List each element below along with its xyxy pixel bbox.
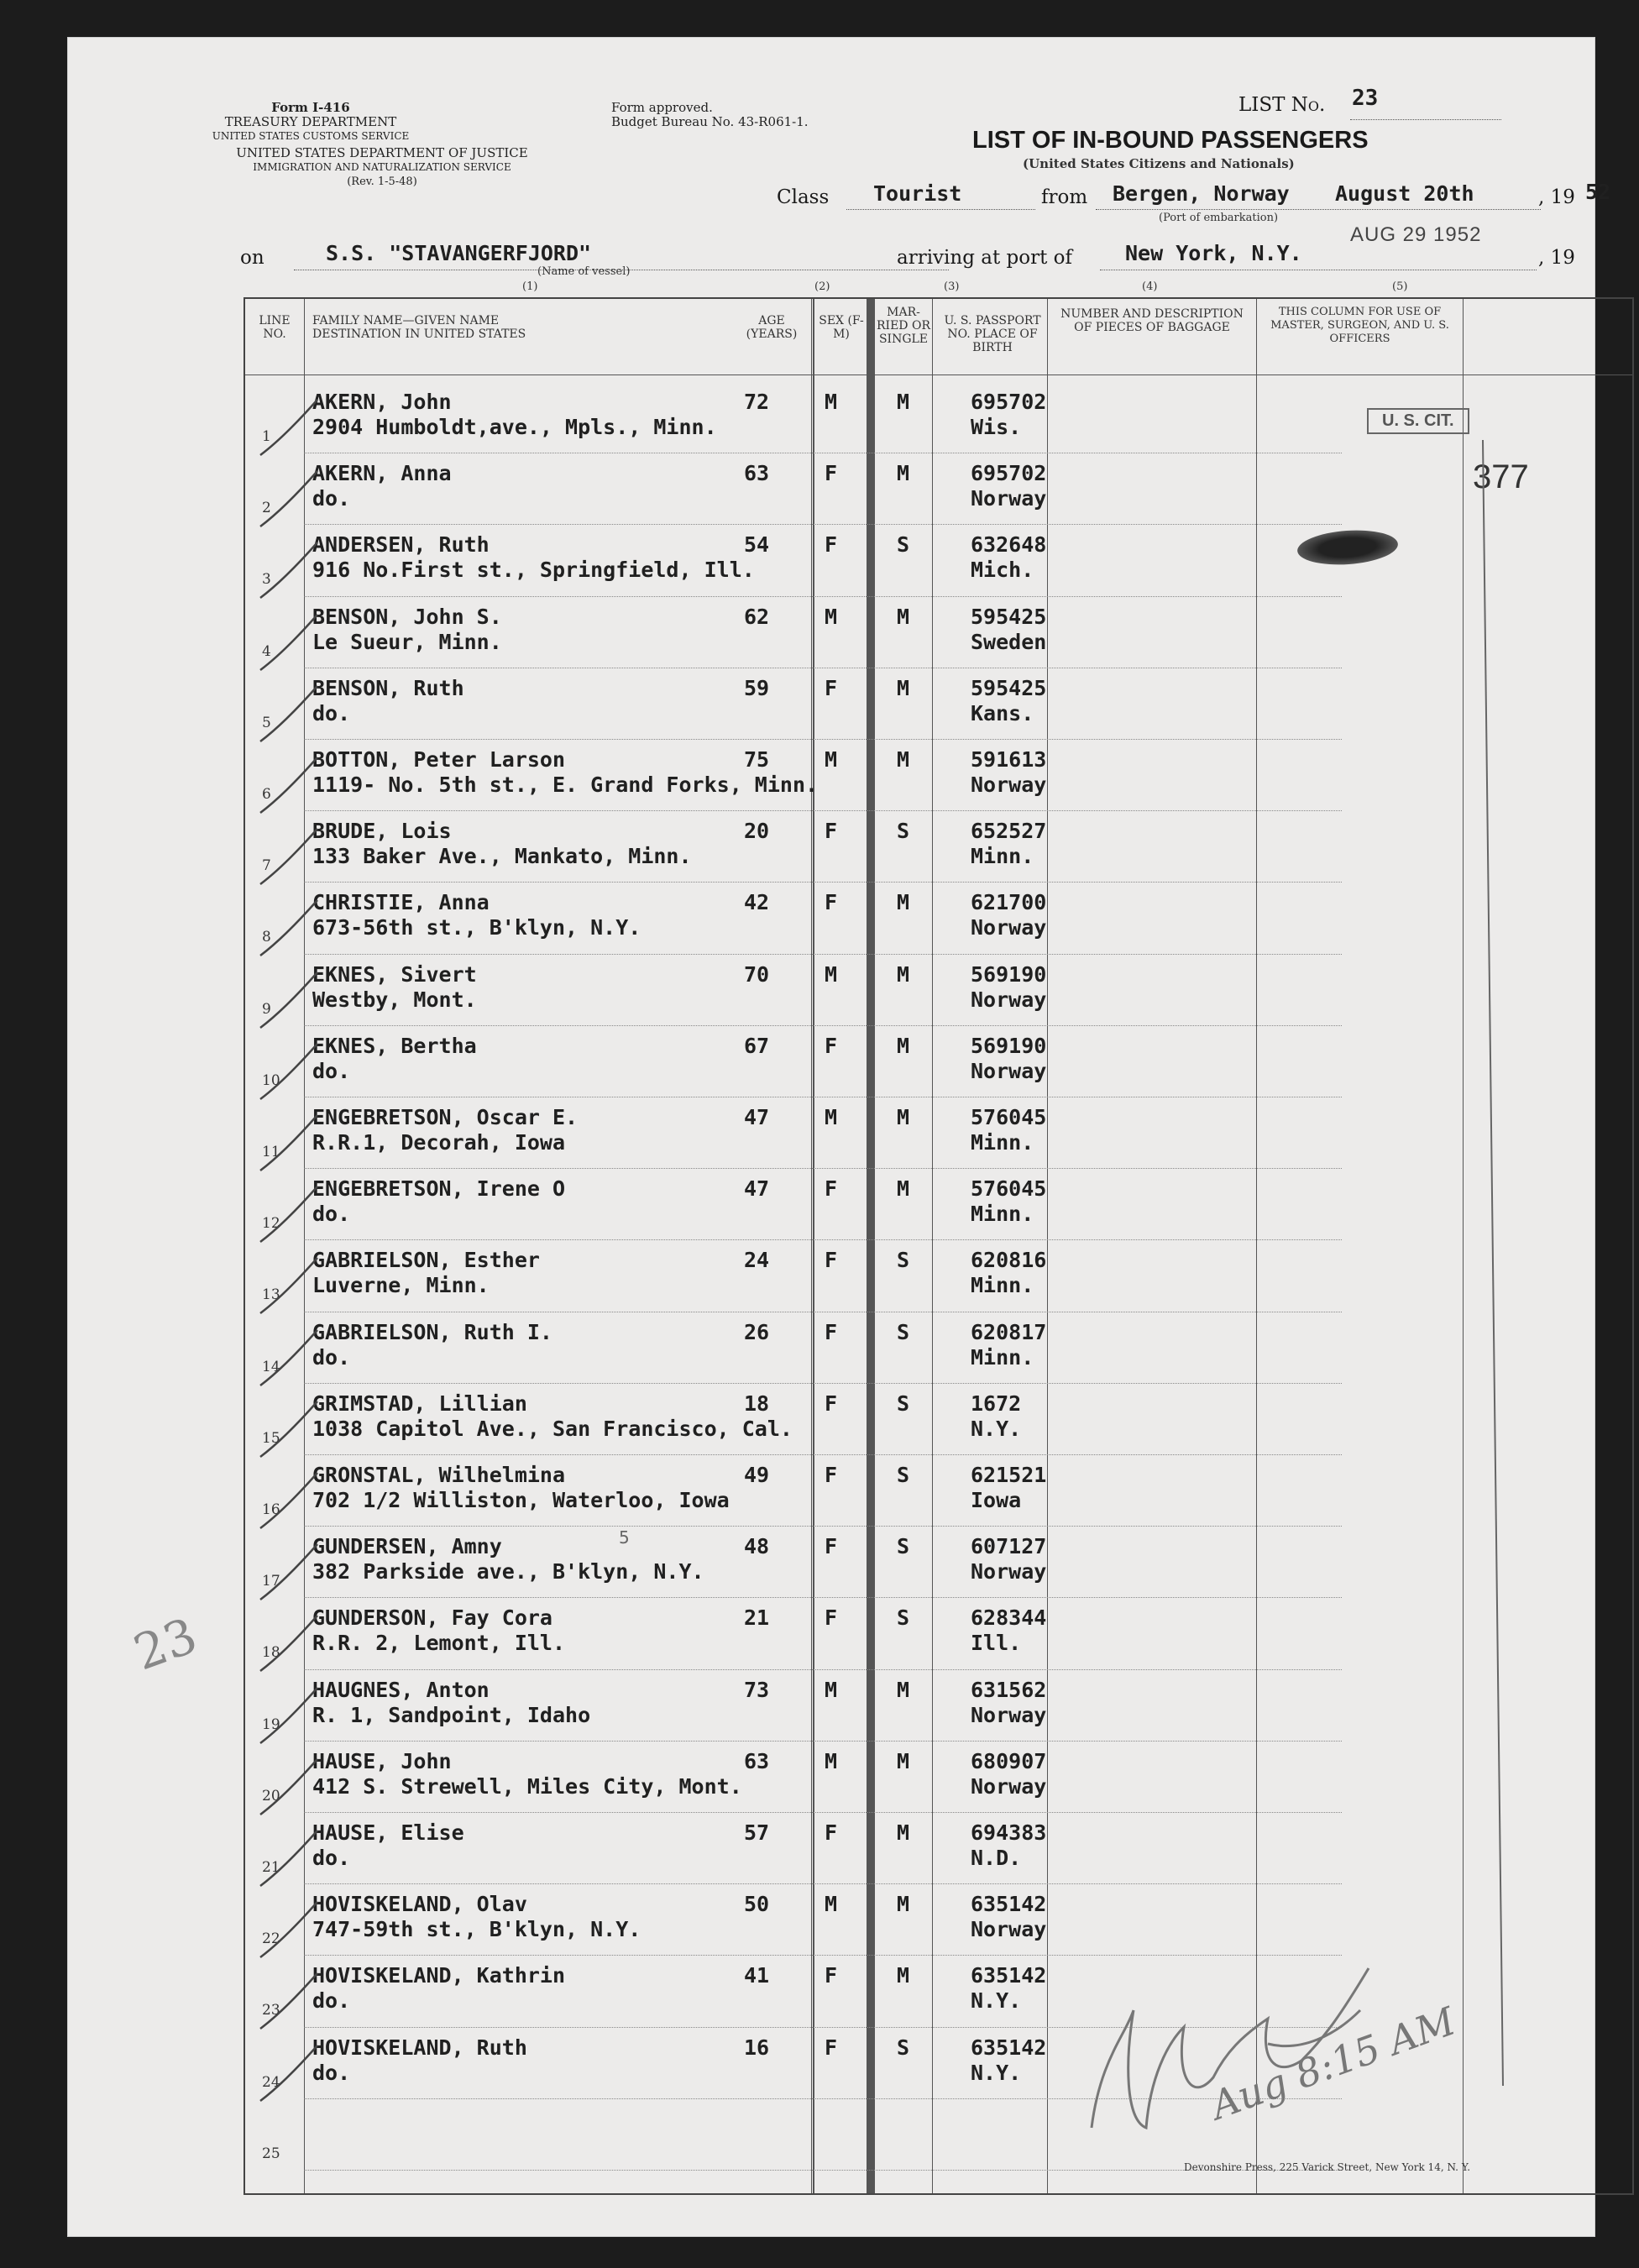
passenger-name: HOVISKELAND, Olav — [312, 1892, 527, 1917]
table-row — [245, 1529, 1636, 1600]
passport-number: 635142 — [971, 1892, 1047, 1917]
passport-number: 591613 — [971, 747, 1047, 772]
marital-status: M — [897, 961, 910, 987]
line-number: 3 — [262, 571, 271, 589]
passport-number: 631562 — [971, 1677, 1047, 1702]
line-number: 17 — [262, 1573, 280, 1590]
place-of-birth: Norway — [971, 1559, 1047, 1584]
passenger-age: 20 — [744, 819, 770, 844]
place-of-birth: Norway — [971, 915, 1047, 940]
vessel-caption: (Name of vessel) — [537, 265, 631, 278]
col-baggage: NUMBER AND DESCRIPTION OF PIECES OF BAGGAGE — [1060, 307, 1244, 334]
passenger-name: GRIMSTAD, Lillian — [312, 1391, 527, 1416]
table-row — [245, 1744, 1636, 1815]
place-of-birth: N.Y. — [971, 1416, 1022, 1441]
vessel-name: S.S. "STAVANGERFJORD" — [326, 241, 592, 265]
passenger-destination: do. — [312, 2060, 351, 2085]
passport-number: 620816 — [971, 1248, 1047, 1273]
page-title: LIST OF IN-BOUND PASSENGERS — [972, 127, 1369, 154]
list-no: 23 — [1352, 86, 1379, 111]
page-subtitle: (United States Citizens and Nationals) — [1023, 156, 1295, 171]
table-row — [245, 1600, 1636, 1672]
marital-status: M — [897, 1892, 910, 1917]
passenger-name: HOVISKELAND, Ruth — [312, 2035, 527, 2060]
passenger-destination: Luverne, Minn. — [312, 1273, 490, 1298]
budget-bureau: Budget Bureau No. 43-R061-1. — [611, 114, 809, 129]
table-row — [245, 1673, 1636, 1744]
place-of-birth: Mich. — [971, 558, 1034, 583]
passenger-sex: F — [825, 819, 838, 844]
printer-imprint: Devonshire Press, 225 Varick Street, New York 14, N. Y. — [1184, 2161, 1471, 2173]
marital-status: S — [897, 1319, 910, 1344]
passenger-sex: M — [825, 1748, 838, 1773]
port-of-embarkation: Bergen, Norway — [1113, 181, 1290, 206]
col3-caption: (3) — [944, 280, 960, 293]
passport-number: 607127 — [971, 1534, 1047, 1559]
passenger-destination: R.R.1, Decorah, Iowa — [312, 1130, 566, 1155]
line-number: 12 — [262, 1215, 280, 1233]
passenger-name: AKERN, Anna — [312, 461, 452, 486]
table-row — [245, 885, 1636, 956]
check-mark-icon — [252, 2042, 327, 2109]
place-of-birth: N.D. — [971, 1846, 1022, 1870]
passenger-destination: 702 1/2 Williston, Waterloo, Iowa — [312, 1488, 730, 1512]
manifest-page — [67, 37, 1611, 2237]
passenger-destination: do. — [312, 700, 351, 725]
passenger-age: 73 — [744, 1677, 770, 1702]
line-number: 11 — [262, 1144, 280, 1160]
passport-number: 621700 — [971, 890, 1047, 915]
passenger-sex: F — [825, 1319, 838, 1344]
passenger-age: 18 — [744, 1391, 770, 1416]
table-row — [245, 1100, 1636, 1171]
list-no-label: LIST No. — [1238, 94, 1326, 116]
place-of-birth: Norway — [971, 987, 1047, 1012]
place-of-birth: Norway — [971, 1773, 1047, 1799]
table-row — [245, 957, 1636, 1029]
justice-block — [231, 146, 533, 189]
place-of-birth: Ill. — [971, 1631, 1022, 1656]
line-number: 2 — [262, 500, 271, 517]
table-row — [245, 1243, 1636, 1314]
place-of-birth: N.Y. — [971, 2060, 1022, 2085]
line-number: 20 — [262, 1787, 280, 1804]
passenger-destination: do. — [312, 1988, 351, 2014]
passport-number: 695702 — [971, 390, 1047, 414]
class-value: Tourist — [873, 181, 962, 206]
check-mark-icon — [252, 1469, 327, 1537]
passenger-age: 63 — [744, 461, 770, 486]
marital-status: M — [897, 461, 910, 486]
form-number: Form I-416 — [271, 100, 350, 115]
arrival-port: New York, N.Y. — [1125, 241, 1302, 265]
place-of-birth: Sweden — [971, 629, 1047, 654]
marital-status: S — [897, 1534, 910, 1559]
passenger-sex: F — [825, 1534, 838, 1559]
col1-caption: (1) — [522, 280, 538, 293]
passport-number: 628344 — [971, 1605, 1047, 1631]
passenger-sex: F — [825, 1605, 838, 1631]
col-passport-birth: U. S. PASSPORT NO. PLACE OF BIRTH — [944, 314, 1041, 354]
marital-status: M — [897, 1677, 910, 1702]
passport-number: 680907 — [971, 1748, 1047, 1773]
place-of-birth: Kans. — [971, 700, 1034, 725]
marital-status: S — [897, 1248, 910, 1273]
line-number: 7 — [262, 857, 271, 875]
marital-status: M — [897, 390, 910, 414]
line-number: 22 — [262, 1930, 280, 1948]
line-number: 14 — [262, 1358, 280, 1375]
port-embark-caption: (Port of embarkation) — [1159, 212, 1279, 224]
passport-number: 632648 — [971, 532, 1047, 558]
col2-caption: (2) — [814, 280, 830, 293]
arrival-date-stamp: AUG 29 1952 — [1350, 223, 1482, 246]
passenger-name: GABRIELSON, Esther — [312, 1248, 540, 1273]
line-number: 19 — [262, 1715, 280, 1733]
passenger-sex: F — [825, 890, 838, 915]
passenger-age: 75 — [744, 747, 770, 772]
passenger-destination: do. — [312, 486, 351, 511]
passenger-destination: 747-59th st., B'klyn, N.Y. — [312, 1917, 641, 1942]
passenger-sex: M — [825, 1105, 838, 1129]
marital-status: M — [897, 1748, 910, 1773]
table-row — [245, 1458, 1636, 1529]
line-number: 9 — [262, 1000, 271, 1018]
passport-number: 595425 — [971, 604, 1047, 629]
line-number: 8 — [262, 929, 271, 946]
passenger-age: 70 — [744, 961, 770, 987]
check-mark-icon — [252, 1756, 327, 1823]
passport-number: 652527 — [971, 819, 1047, 844]
treasury-dept: TREASURY DEPARTMENT — [224, 114, 397, 129]
from-label: from — [1041, 186, 1088, 208]
check-mark-icon — [252, 825, 327, 893]
arrival-year-suffix: , 19 — [1538, 247, 1575, 269]
check-mark-icon — [252, 969, 327, 1036]
marital-status: S — [897, 1605, 910, 1631]
passenger-destination: 2904 Humboldt,ave., Mpls., Minn. — [312, 415, 717, 439]
passenger-age: 50 — [744, 1892, 770, 1917]
passport-number: 635142 — [971, 1963, 1047, 1988]
passenger-destination: R. 1, Sandpoint, Idaho — [312, 1702, 591, 1727]
arriving-label: arriving at port of — [897, 247, 1072, 269]
passport-number: 576045 — [971, 1176, 1047, 1202]
check-mark-icon — [252, 754, 327, 821]
signature-time: Aug 8:15 AM — [1205, 1998, 1462, 2129]
passenger-destination: 133 Baker Ave., Mankato, Minn. — [312, 844, 692, 869]
col-married: MAR- RIED OR SINGLE — [877, 306, 930, 346]
line-number: 18 — [262, 1644, 280, 1662]
place-of-birth: N.Y. — [971, 1988, 1022, 2014]
marital-status: M — [897, 890, 910, 915]
marital-status: S — [897, 819, 910, 844]
passenger-name: BENSON, John S. — [312, 604, 502, 629]
place-of-birth: Norway — [971, 1702, 1047, 1727]
line-number: 4 — [262, 642, 271, 660]
passenger-sex: F — [825, 1248, 838, 1273]
passenger-sex: M — [825, 747, 838, 772]
line-number: 25 — [262, 2145, 280, 2162]
line-number: 16 — [262, 1501, 280, 1518]
check-mark-icon — [252, 396, 327, 464]
table-row — [245, 600, 1636, 671]
check-mark-icon — [252, 539, 327, 606]
passenger-sex: M — [825, 1892, 838, 1917]
passenger-name: EKNES, Bertha — [312, 1033, 477, 1058]
passenger-name: GABRIELSON, Ruth I. — [312, 1319, 552, 1344]
check-mark-icon — [252, 1040, 327, 1108]
col5-caption: (5) — [1392, 280, 1408, 293]
passenger-name: ANDERSEN, Ruth — [312, 532, 490, 558]
passenger-age: 47 — [744, 1105, 770, 1129]
passenger-age: 54 — [744, 532, 770, 558]
margin-number: 23 — [126, 1606, 205, 1682]
passenger-age: 42 — [744, 890, 770, 915]
line-number: 5 — [262, 714, 271, 731]
form-approved: Form approved. — [611, 100, 713, 115]
check-mark-icon — [252, 1112, 327, 1179]
passenger-sex: F — [825, 1391, 838, 1416]
table-row — [245, 1315, 1636, 1386]
check-mark-icon — [252, 1827, 327, 1894]
passenger-sex: F — [825, 1176, 838, 1202]
passport-number: 569190 — [971, 961, 1047, 987]
passenger-destination: 1119- No. 5th st., E. Grand Forks, Minn. — [312, 773, 819, 797]
us-citizen-stamp — [1367, 408, 1469, 434]
place-of-birth: Norway — [971, 1917, 1047, 1942]
passport-number: 1672 — [971, 1391, 1022, 1416]
col-name-destination: FAMILY NAME—GIVEN NAME DESTINATION IN UNITED STATES — [312, 314, 526, 341]
passenger-destination: 382 Parkside ave., B'klyn, N.Y. — [312, 1559, 704, 1584]
check-mark-icon — [252, 611, 327, 678]
table-row — [245, 1029, 1636, 1100]
passenger-name: GRONSTAL, Wilhelmina — [312, 1463, 566, 1487]
marital-status: M — [897, 675, 910, 700]
ins-service: IMMIGRATION AND NATURALIZATION SERVICE — [253, 161, 511, 173]
passenger-age: 26 — [744, 1319, 770, 1344]
table-row — [245, 527, 1636, 599]
passport-number: 694383 — [971, 1820, 1047, 1845]
marital-status: M — [897, 747, 910, 772]
revision: (Rev. 1-5-48) — [347, 175, 417, 188]
approval-block — [611, 101, 863, 129]
passenger-age: 49 — [744, 1463, 770, 1487]
place-of-birth: Minn. — [971, 1344, 1034, 1370]
passenger-age: 21 — [744, 1605, 770, 1631]
passenger-destination: do. — [312, 1344, 351, 1370]
place-of-birth: Iowa — [971, 1488, 1022, 1512]
check-mark-icon — [252, 1327, 327, 1394]
passenger-name: EKNES, Sivert — [312, 961, 477, 987]
passenger-name: HAUGNES, Anton — [312, 1677, 490, 1702]
passenger-name: BRUDE, Lois — [312, 819, 452, 844]
on-label: on — [240, 247, 264, 269]
passenger-name: CHRISTIE, Anna — [312, 890, 490, 915]
line-number: 6 — [262, 786, 271, 803]
marital-status: S — [897, 1391, 910, 1416]
passport-number: 595425 — [971, 675, 1047, 700]
passenger-sex: M — [825, 604, 838, 629]
justice-dept: UNITED STATES DEPARTMENT OF JUSTICE — [236, 145, 528, 160]
marital-status: S — [897, 532, 910, 558]
passenger-destination: 673-56th st., B'klyn, N.Y. — [312, 915, 641, 940]
passenger-sex: F — [825, 1963, 838, 1988]
departure-date: August 20th — [1335, 181, 1474, 206]
marital-status: M — [897, 1033, 910, 1058]
pencil-line — [1478, 440, 1528, 2086]
passport-number: 576045 — [971, 1105, 1047, 1129]
passenger-destination: 916 No.First st., Springfield, Ill. — [312, 558, 755, 583]
passenger-age: 72 — [744, 390, 770, 414]
passenger-name: ENGEBRETSON, Irene O — [312, 1176, 566, 1202]
passenger-age: 59 — [744, 675, 770, 700]
marital-status: S — [897, 1463, 910, 1487]
col-officers: THIS COLUMN FOR USE OF MASTER, SURGEON, AND U. S. OFFICERS — [1270, 306, 1449, 345]
check-mark-icon — [252, 1612, 327, 1679]
place-of-birth: Minn. — [971, 1202, 1034, 1227]
form-block — [160, 101, 462, 144]
passenger-name: GUNDERSEN, Amny — [312, 1534, 502, 1559]
passport-number: 569190 — [971, 1033, 1047, 1058]
year-prefix: , 19 — [1538, 186, 1575, 208]
departure-year: 52 — [1585, 180, 1611, 204]
line-number: 24 — [262, 2073, 280, 2091]
passenger-sex: F — [825, 675, 838, 700]
place-of-birth: Minn. — [971, 1273, 1034, 1298]
place-of-birth: Minn. — [971, 1130, 1034, 1155]
passenger-age: 41 — [744, 1963, 770, 1988]
check-mark-icon — [252, 1899, 327, 1966]
passenger-sex: F — [825, 2035, 838, 2060]
passenger-age: 16 — [744, 2035, 770, 2060]
passenger-name: ENGEBRETSON, Oscar E. — [312, 1105, 579, 1129]
table-row — [245, 742, 1636, 814]
passenger-name: BENSON, Ruth — [312, 675, 464, 700]
passenger-age: 62 — [744, 604, 770, 629]
passenger-sex: F — [825, 461, 838, 486]
passenger-age: 63 — [744, 1748, 770, 1773]
place-of-birth: Norway — [971, 486, 1047, 511]
passenger-destination: Le Sueur, Minn. — [312, 629, 502, 654]
passenger-sex: F — [825, 1820, 838, 1845]
line-number: 23 — [262, 2002, 280, 2019]
passenger-destination: Westby, Mont. — [312, 987, 477, 1012]
place-of-birth: Norway — [971, 1058, 1047, 1083]
table-row — [245, 1815, 1636, 1887]
line-number: 10 — [262, 1071, 280, 1089]
col4-caption: (4) — [1142, 280, 1158, 293]
passenger-destination: R.R. 2, Lemont, Ill. — [312, 1631, 566, 1656]
passenger-destination: 412 S. Strewell, Miles City, Mont. — [312, 1773, 742, 1799]
passenger-age: 47 — [744, 1176, 770, 1202]
passenger-sex: F — [825, 1033, 838, 1058]
passport-number: 621521 — [971, 1463, 1047, 1487]
table-row — [245, 1386, 1636, 1458]
place-of-birth: Norway — [971, 773, 1047, 797]
passenger-destination: do. — [312, 1846, 351, 1870]
passenger-destination: do. — [312, 1058, 351, 1083]
passenger-age: 48 — [744, 1534, 770, 1559]
table-row — [245, 1171, 1636, 1243]
check-mark-icon — [252, 1541, 327, 1608]
check-mark-icon — [252, 1398, 327, 1465]
passenger-name: HOVISKELAND, Kathrin — [312, 1963, 566, 1988]
passenger-age: 67 — [744, 1033, 770, 1058]
line-number: 21 — [262, 1859, 280, 1876]
passenger-name: GUNDERSON, Fay Cora — [312, 1605, 552, 1631]
passenger-name: BOTTON, Peter Larson — [312, 747, 566, 772]
passenger-count: 377 — [1473, 458, 1529, 495]
check-mark-icon — [252, 1970, 327, 2037]
line-number: 13 — [262, 1286, 280, 1304]
check-mark-icon — [252, 683, 327, 750]
passenger-sex: M — [825, 390, 838, 414]
passport-number: 635142 — [971, 2035, 1047, 2060]
line-number: 15 — [262, 1429, 280, 1447]
col-sex: SEX (F-M) — [819, 314, 864, 341]
passenger-age: 24 — [744, 1248, 770, 1273]
passenger-name: AKERN, John — [312, 390, 452, 414]
place-of-birth: Wis. — [971, 415, 1022, 439]
passenger-table — [243, 297, 1634, 2195]
col-age: AGE (YEARS) — [746, 314, 798, 341]
us-citizen-stamp-text: U. S. CIT. — [1382, 411, 1454, 430]
age-note: 5 — [619, 1527, 630, 1548]
marital-status: M — [897, 1963, 910, 1988]
marital-status: M — [897, 1176, 910, 1202]
table-row — [245, 814, 1636, 885]
check-mark-icon — [252, 1684, 327, 1752]
line-number: 1 — [262, 428, 271, 445]
table-row — [245, 456, 1636, 527]
passenger-destination: 1038 Capitol Ave., San Francisco, Cal. — [312, 1416, 793, 1441]
check-mark-icon — [252, 468, 327, 535]
class-label: Class — [777, 186, 830, 208]
passenger-name: HAUSE, Elise — [312, 1820, 464, 1845]
marital-status: M — [897, 1820, 910, 1845]
check-mark-icon — [252, 1183, 327, 1250]
check-mark-icon — [252, 897, 327, 964]
passport-number: 620817 — [971, 1319, 1047, 1344]
check-mark-icon — [252, 1254, 327, 1322]
passenger-name: HAUSE, John — [312, 1748, 452, 1773]
passenger-age: 57 — [744, 1820, 770, 1845]
passport-number: 695702 — [971, 461, 1047, 486]
table-row — [245, 671, 1636, 742]
customs-service: UNITED STATES CUSTOMS SERVICE — [212, 130, 410, 142]
passenger-sex: M — [825, 961, 838, 987]
col-line-no: LINE NO. — [259, 314, 291, 341]
passenger-sex: F — [825, 1463, 838, 1487]
marital-status: M — [897, 604, 910, 629]
passenger-sex: M — [825, 1677, 838, 1702]
passenger-destination: do. — [312, 1202, 351, 1227]
marital-status: M — [897, 1105, 910, 1129]
passenger-sex: F — [825, 532, 838, 558]
place-of-birth: Minn. — [971, 844, 1034, 869]
marital-status: S — [897, 2035, 910, 2060]
